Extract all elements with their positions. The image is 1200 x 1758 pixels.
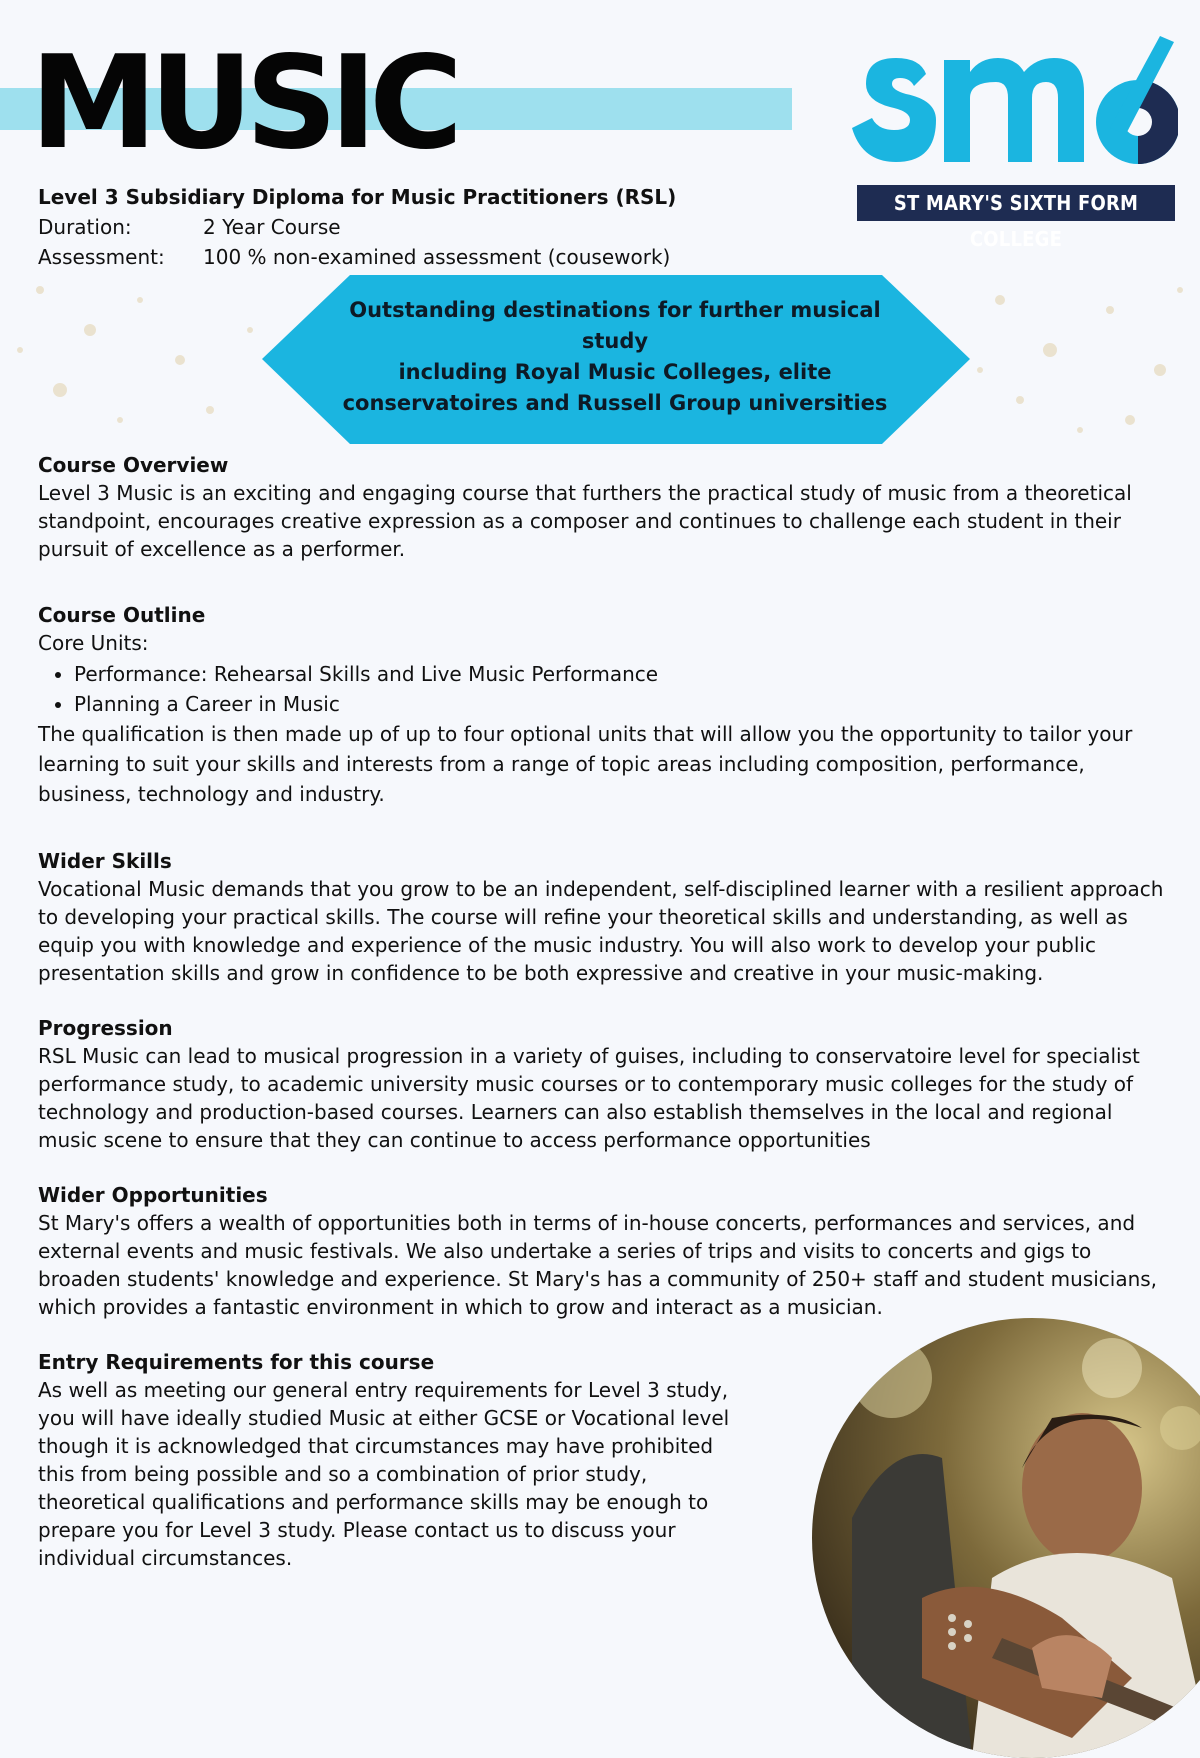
duration-value: 2 Year Course [203, 215, 341, 239]
entry-requirements-body: As well as meeting our general entry requirements for Level 3 study, you will have ideally studied Music at either GCSE or Vocational level though it is acknowledged that circumstances may have prohibited this from being possible and so a combination of prior study, theoretical qualifications and performance skills may be enough to prepare you for Level 3 study. Please contact us to discuss your individual circumstances. [38, 1378, 730, 1570]
duration-label: Duration: [38, 215, 132, 239]
assessment-row [38, 242, 676, 272]
course-outline-section [38, 601, 1173, 809]
guitarist-photo [812, 1318, 1200, 1758]
progression-heading: Progression [38, 1016, 173, 1040]
page-title: MUSIC [30, 29, 456, 178]
course-meta [38, 182, 676, 272]
wider-opportunities-body: St Mary's offers a wealth of opportunities both in terms of in-house concerts, performances and services, and external events and music festivals. We also undertake a series of trips and visits to concerts and gigs to broaden students' knowledge and experience. St Mary's has a community of 250+ staff and student musicians, which provides a fantastic environment in which to grow and interact as a musician. [38, 1211, 1158, 1319]
course-overview-section [38, 451, 1173, 563]
highlight-line-2: including Royal Music Colleges, elite [398, 360, 832, 384]
college-logo [848, 36, 1178, 176]
college-name-banner: ST MARY'S SIXTH FORM COLLEGE [857, 185, 1175, 221]
entry-requirements-section [38, 1348, 878, 1572]
core-units-list [38, 659, 1173, 719]
list-item: • Planning a Career in Music [74, 689, 1173, 719]
wider-opportunities-section [38, 1181, 1173, 1321]
highlight-line-1: Outstanding destinations for further musical study [349, 298, 881, 353]
highlight-line-3: conservatoires and Russell Group universities [342, 391, 888, 415]
course-overview-heading: Course Overview [38, 453, 229, 477]
assessment-value: 100 % non-examined assessment (cousework) [203, 245, 671, 269]
course-outline-body: The qualification is then made up of up to four optional units that will allow you the opportunity to tailor your learning to suit your skills and interests from a range of topic areas including composition, performance, business, technology and industry. [38, 722, 1133, 806]
progression-section [38, 1014, 1173, 1154]
progression-body: RSL Music can lead to musical progression in a variety of guises, including to conservatoire level for specialist performance study, to academic university music courses or to contemporary music colleges for the study of technology and production-based courses. Learners can also establish themselves in the local and regional music scene to ensure that they can continue to access performance opportunities [38, 1044, 1140, 1152]
course-outline-heading: Course Outline [38, 603, 206, 627]
wider-skills-body: Vocational Music demands that you grow to be an independent, self-disciplined learner with a resilient approach to developing your practical skills. The course will refine your theoretical skills and understanding, as well as equip you with knowledge and experience of the music industry. You will also work to develop your public presentation skills and grow in confidence to be both expressive and creative in your music-making. [38, 877, 1164, 985]
highlight-text [320, 295, 910, 419]
duration-row [38, 212, 676, 242]
assessment-label: Assessment: [38, 245, 165, 269]
wider-skills-heading: Wider Skills [38, 849, 172, 873]
qualification-title: Level 3 Subsidiary Diploma for Music Practitioners (RSL) [38, 185, 677, 209]
wider-opportunities-heading: Wider Opportunities [38, 1183, 268, 1207]
entry-requirements-heading: Entry Requirements for this course [38, 1350, 435, 1374]
list-item: • Performance: Rehearsal Skills and Live Music Performance [74, 659, 1173, 689]
wider-skills-section [38, 847, 1173, 987]
course-overview-body: Level 3 Music is an exciting and engaging course that furthers the practical study of music from a theoretical standpoint, encourages creative expression as a composer and continues to challenge each student in their pursuit of excellence as a performer. [38, 481, 1132, 561]
core-units-label: Core Units: [38, 631, 149, 655]
